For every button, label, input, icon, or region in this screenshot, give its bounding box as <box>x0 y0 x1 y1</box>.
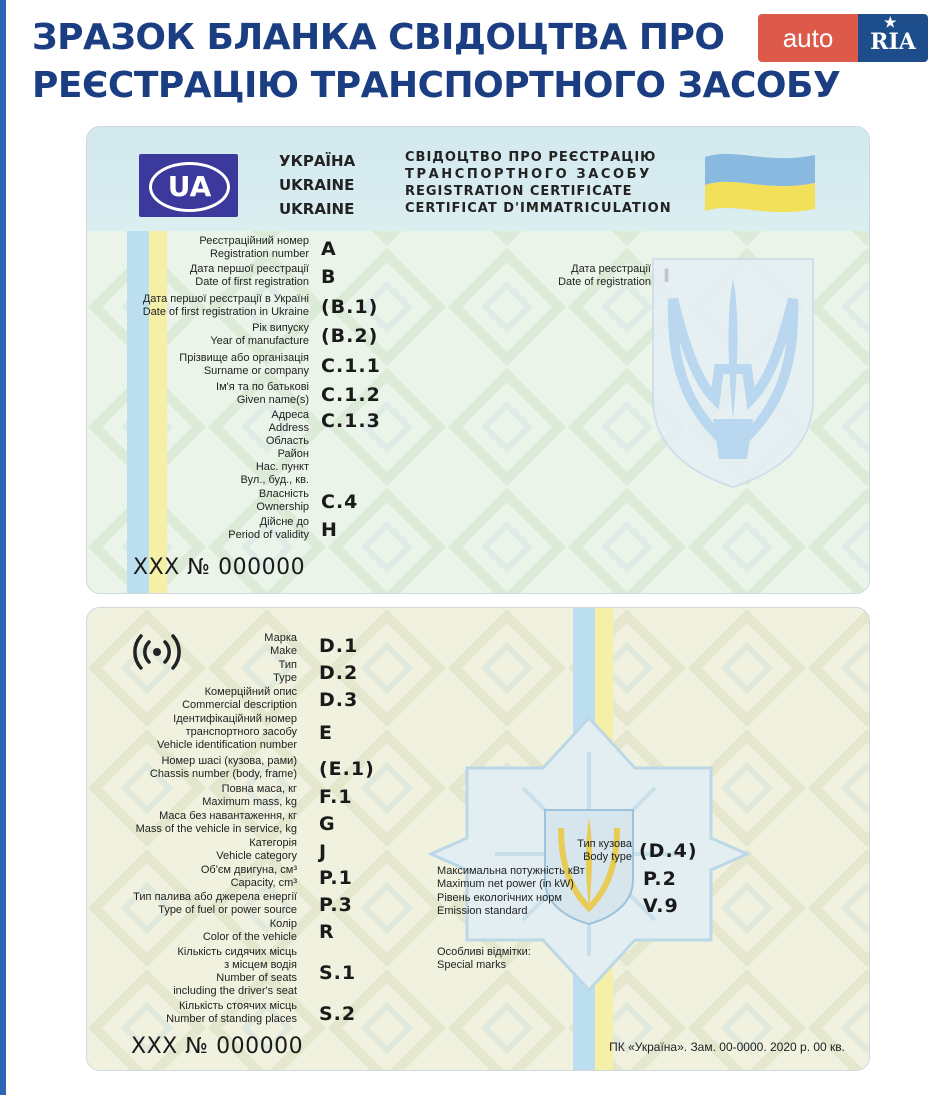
field-label: Рівень екологічних норм Emission standard <box>437 892 562 917</box>
ua-badge <box>139 154 238 217</box>
edge-bar <box>0 0 6 1095</box>
nfc-icon <box>131 634 183 670</box>
field-label: Дата першої реєстрації в Україні Date of first registration in Ukraine <box>142 293 309 318</box>
ukraine-flag <box>705 151 815 215</box>
field-code-g: G <box>319 813 336 835</box>
field-code-h: H <box>321 519 338 541</box>
field-label: Тип Type <box>273 659 297 684</box>
field-code-e: E <box>319 722 333 744</box>
title-line-1: ЗРАЗОК БЛАНКА СВІДОЦТВА ПРО <box>32 17 725 58</box>
star-icon: ★ <box>884 15 897 31</box>
field-code-d3: D.3 <box>319 689 359 711</box>
field-label: Тип кузова Body type <box>577 838 632 863</box>
field-code-b: B <box>321 266 337 288</box>
field-label: Дата першої реєстрації Date of first registration <box>189 263 309 288</box>
date-of-registration-label: Дата реєстрації Date of registration <box>558 263 651 288</box>
special-marks-label: Особливі відмітки: Special marks <box>437 946 531 971</box>
field-code-c12: C.1.2 <box>321 384 381 406</box>
field-label: Реєстраційний номер Registration number <box>199 235 309 260</box>
autoria-logo[interactable] <box>758 14 928 62</box>
logo-ria-text: RIA <box>870 29 916 55</box>
field-label: Кількість стоячих місць Number of standing places <box>166 1000 297 1025</box>
field-label: Маса без навантаження, кг Mass of the vehicle in service, kg <box>135 810 297 835</box>
printer-note: ПК «Україна». Зам. 00-0000. 2020 р. 00 кв. <box>609 1040 845 1054</box>
field-label: Комерційний опис Commercial description <box>182 686 297 711</box>
field-code-s2: S.2 <box>319 1003 357 1025</box>
certificate-title <box>405 149 672 217</box>
field-code-p2: P.2 <box>643 868 677 890</box>
cert-title-en: REGISTRATION CERTIFICATE <box>405 184 633 199</box>
field-code-c4: C.4 <box>321 491 359 513</box>
serial-number: XXX № 000000 <box>133 555 306 580</box>
field-label: Власність Ownership <box>256 488 309 513</box>
stripe-yellow <box>149 231 167 593</box>
stripe-blue <box>127 231 149 593</box>
field-code-a: A <box>321 238 337 260</box>
certificate-back <box>86 607 870 1071</box>
field-code-d2: D.2 <box>319 662 359 684</box>
field-label: Рік випуску Year of manufacture <box>210 322 309 347</box>
field-label: Максимальна потужність кВт Maximum net power (in kW) <box>437 865 585 890</box>
field-code-r: R <box>319 921 335 943</box>
title-line-2: РЕЄСТРАЦІЮ ТРАНСПОРТНОГО ЗАСОБУ <box>32 65 841 106</box>
country-ua: УКРАЇНА <box>279 152 356 170</box>
field-label: Повна маса, кг Maximum mass, kg <box>202 783 297 808</box>
field-code-d1: D.1 <box>319 635 359 657</box>
field-code-s1: S.1 <box>319 962 357 984</box>
field-label: Марка Make <box>264 632 297 657</box>
field-label: Прізвище або організація Surname or company <box>179 352 309 377</box>
field-code-c11: C.1.1 <box>321 355 381 377</box>
cert-title-fr: CERTIFICAT D'IMMATRICULATION <box>405 201 672 216</box>
field-code-b1: (B.1) <box>321 296 379 318</box>
field-code-d4: (D.4) <box>639 840 698 862</box>
logo-ria <box>858 14 928 62</box>
field-label: Тип палива або джерела енергії Type of fuel or power source <box>133 891 297 916</box>
cert-title-ua-1: СВІДОЦТВО ПРО РЕЄСТРАЦІЮ <box>405 150 657 165</box>
field-code-j: J <box>319 841 328 863</box>
field-code-f1: F.1 <box>319 786 353 808</box>
field-code-b2: (B.2) <box>321 325 379 347</box>
field-label: Кількість сидячих місць з місцем водія Number of seats including the driver's seat <box>173 946 297 997</box>
serial-number-back: XXX № 000000 <box>131 1034 304 1059</box>
country-fr: UKRAINE <box>279 200 355 218</box>
field-label: Номер шасі (кузова, рами) Chassis number (body, frame) <box>149 755 297 780</box>
country-en: UKRAINE <box>279 176 355 194</box>
field-label: Колір Color of the vehicle <box>202 918 297 943</box>
cert-title-ua-2: ТРАНСПОРТНОГО ЗАСОБУ <box>405 167 652 182</box>
trident-icon <box>643 249 823 489</box>
field-label: Категорія Vehicle category <box>216 837 297 862</box>
country-name <box>279 149 355 221</box>
certificate-front <box>86 126 870 594</box>
field-code-p3: P.3 <box>319 894 353 916</box>
field-label: Об'єм двигуна, см³ Capacity, cm³ <box>200 864 297 889</box>
ua-badge-text: UA <box>149 162 230 212</box>
field-code-c13: C.1.3 <box>321 410 381 432</box>
logo-auto: auto <box>758 14 858 62</box>
field-label: Ім'я та по батькові Given name(s) <box>216 381 309 406</box>
field-code-e1: (E.1) <box>319 758 375 780</box>
field-code-p1: P.1 <box>319 867 353 889</box>
field-code-v9: V.9 <box>643 895 679 917</box>
field-label: Ідентифікаційний номер транспортного засобу Vehicle identification number <box>156 713 297 751</box>
field-label: Дійсне до Period of validity <box>228 516 309 541</box>
field-label: Адреса Address Область Район Нас. пункт Вул., буд., кв. <box>240 409 309 486</box>
